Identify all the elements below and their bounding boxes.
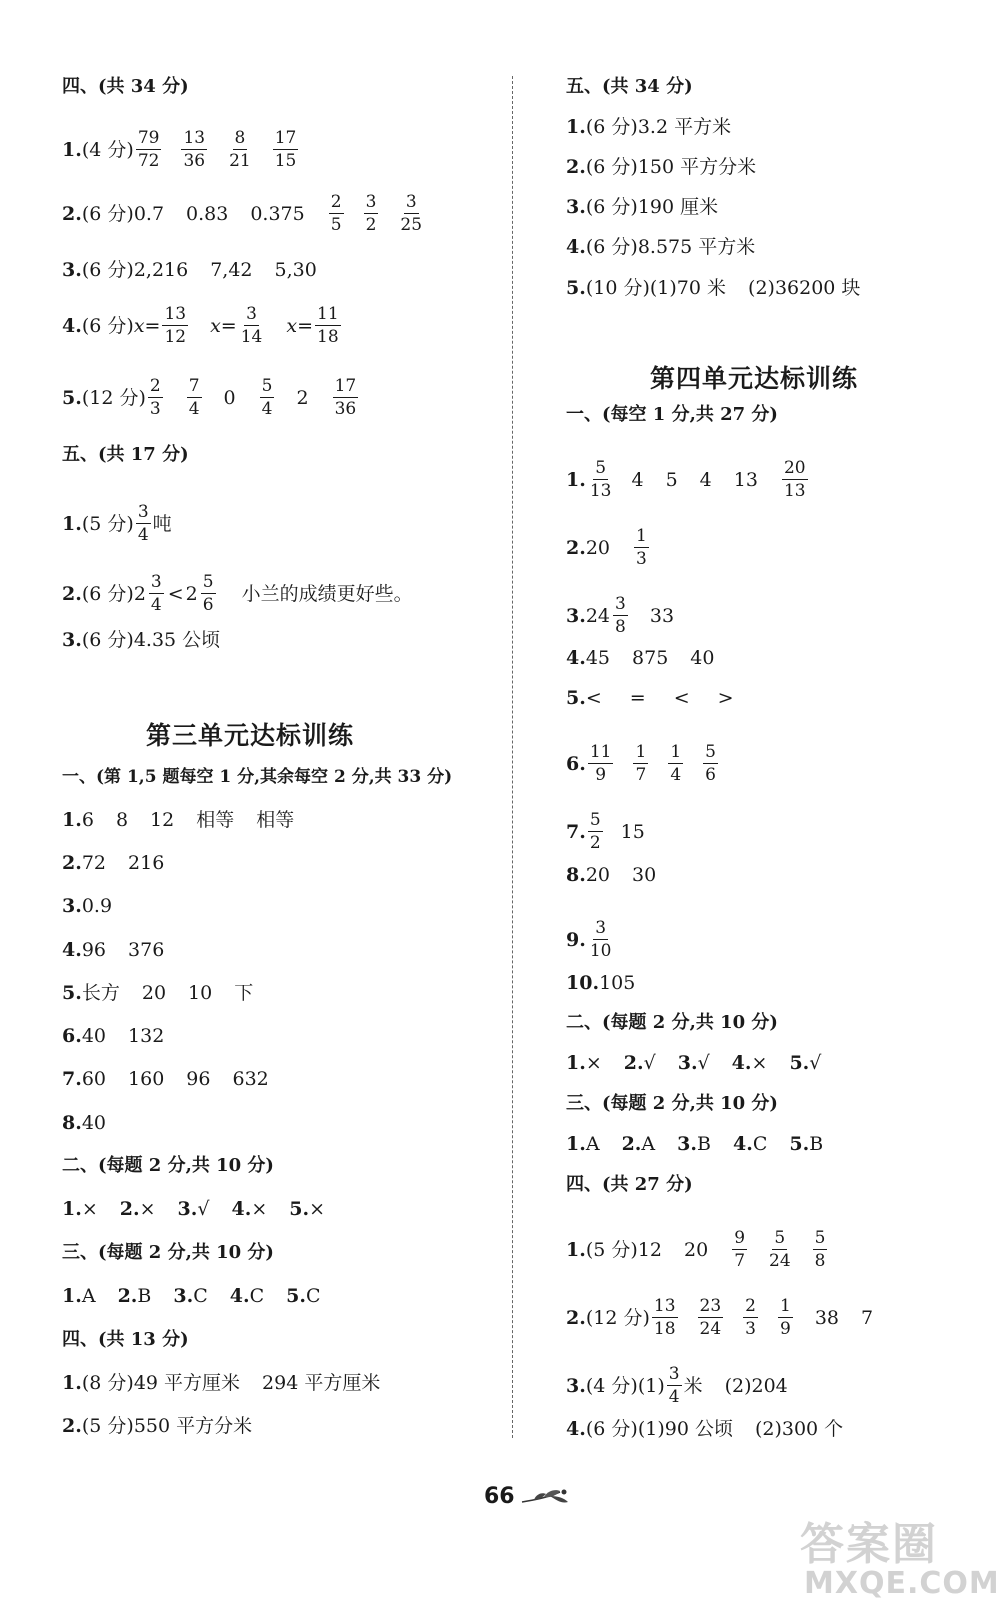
fraction: $\frac{5}{6}$ <box>202 572 214 615</box>
question-number: 4. <box>732 1133 753 1155</box>
answer-value: B <box>137 1285 152 1307</box>
equation-lhs: x= <box>210 314 237 337</box>
question-number: 1. <box>566 1238 586 1261</box>
answer-value: 6 <box>81 809 94 831</box>
watermark-text: 答案圈 <box>800 1519 938 1570</box>
answer-value: 3.2 平方米 <box>637 116 732 138</box>
whole-number: 24 <box>585 604 611 627</box>
score: (6 分) <box>81 582 134 605</box>
question-number: 1. <box>566 1133 586 1155</box>
answer-line <box>566 918 615 961</box>
question-number: 2. <box>119 1198 140 1220</box>
answer-value: 60 <box>81 1068 107 1090</box>
section-heading: 四、(共 27 分) <box>566 1174 693 1195</box>
answer-line <box>62 1068 269 1090</box>
question-number: 2. <box>117 1285 138 1307</box>
answer-value: C <box>752 1133 768 1155</box>
question-number: 1. <box>62 138 82 161</box>
answer-value: 550 平方分米 <box>133 1415 253 1437</box>
question-number: 2. <box>621 1133 642 1155</box>
score: (5 分) <box>81 512 134 535</box>
score: (6 分) <box>585 236 638 258</box>
fraction: $\frac{1}{7}$ <box>635 742 647 785</box>
answer-value: 0.375 <box>250 202 305 225</box>
answer-value: 160 <box>128 1068 165 1090</box>
fraction: $\frac{13}{18}$ <box>653 1296 676 1339</box>
answer-value: 下 <box>234 982 254 1004</box>
question-number: 3. <box>566 604 586 627</box>
question-number: 3. <box>677 1133 697 1155</box>
sub-part-label: (1) <box>637 1374 665 1397</box>
score: (8 分) <box>81 1372 134 1394</box>
answer-value: √ <box>697 1052 710 1074</box>
score: (12 分) <box>81 386 146 409</box>
question-number: 2. <box>62 852 82 874</box>
answer-value: 10 <box>188 982 213 1004</box>
fraction: $\frac{11}{18}$ <box>317 304 339 347</box>
answer-value: 49 平方厘米 <box>133 1372 241 1394</box>
answer-line <box>566 1296 873 1339</box>
fraction: $\frac{20}{13}$ <box>783 458 806 501</box>
answer-value: 20 <box>585 536 611 559</box>
question-number: 1. <box>566 1052 586 1074</box>
answer-value: 相等 <box>196 809 235 831</box>
answer-value: B <box>809 1133 824 1155</box>
question-number: 3. <box>62 895 82 917</box>
answer-value: √ <box>809 1052 822 1074</box>
fraction: $\frac{5}{6}$ <box>705 742 716 785</box>
equation-lhs: x= <box>286 314 314 337</box>
answer-value: × <box>139 1198 156 1220</box>
answer-value: (2)204 <box>724 1374 788 1397</box>
answer-value: 45 <box>585 647 611 669</box>
answer-line <box>566 864 656 886</box>
answer-value: 132 <box>128 1025 165 1047</box>
question-number: 1. <box>62 512 82 535</box>
answer-value: 96 <box>186 1068 211 1090</box>
question-number: 9. <box>566 928 586 951</box>
question-number: 5. <box>789 1133 810 1155</box>
question-number: 4. <box>229 1285 250 1307</box>
question-number: 5. <box>289 1198 310 1220</box>
answer-line <box>62 1198 325 1220</box>
fraction: $\frac{2}{3}$ <box>149 376 161 419</box>
answer-value: 8.575 平方米 <box>637 236 756 258</box>
fraction: $\frac{1}{3}$ <box>636 526 647 569</box>
answer-value: 7 <box>861 1306 874 1329</box>
answer-line <box>62 502 172 545</box>
answer-line <box>62 1025 164 1047</box>
unit: 米 <box>683 1374 703 1397</box>
answer-value: 30 <box>632 864 657 886</box>
answer-value: C <box>193 1285 208 1307</box>
answer-value: 7,42 <box>210 259 253 281</box>
question-number: 3. <box>173 1285 194 1307</box>
question-number: 4. <box>731 1052 752 1074</box>
question-number: 7. <box>62 1068 82 1090</box>
answer-value: (2)300 个 <box>754 1418 844 1440</box>
answer-line <box>62 1285 321 1307</box>
answer-value: √ <box>197 1198 210 1220</box>
fraction: $\frac{79}{72}$ <box>137 128 160 171</box>
answer-value: 12 <box>150 809 175 831</box>
answer-value: 2 <box>296 386 309 409</box>
question-number: 5. <box>789 1052 810 1074</box>
question-number: 3. <box>566 1374 586 1397</box>
answer-value: (1)90 公顷 <box>637 1418 733 1440</box>
fraction: $\frac{3}{14}$ <box>240 304 263 347</box>
fraction: $\frac{3}{25}$ <box>400 192 423 235</box>
watermark-url: MXQE.COM <box>804 1566 1000 1601</box>
answer-value: B <box>697 1133 711 1155</box>
question-number: 2. <box>566 1306 586 1329</box>
section-heading: 二、(每题 2 分,共 10 分) <box>62 1155 274 1176</box>
answer-value: 5,30 <box>274 259 317 281</box>
answer-value: 2,216 <box>133 259 189 281</box>
answer-value: 40 <box>81 1025 107 1047</box>
section-heading: 一、(每空 1 分,共 27 分) <box>566 404 778 425</box>
answer-value: 0 <box>223 386 236 409</box>
fraction: $\frac{2}{5}$ <box>330 192 342 235</box>
score: (6 分) <box>585 1418 638 1440</box>
fraction: $\frac{13}{36}$ <box>183 128 206 171</box>
question-number: 4. <box>566 647 586 669</box>
answer-value: A <box>81 1285 96 1307</box>
question-number: 2. <box>62 582 82 605</box>
answer-value: 4 <box>699 468 712 491</box>
answer-value: 216 <box>128 852 165 874</box>
question-number: 3. <box>62 629 82 651</box>
answer-line <box>566 526 651 569</box>
question-number: 2. <box>62 202 82 225</box>
unit-title: 第三单元达标训练 <box>146 721 355 750</box>
leaf-ornament-icon <box>520 1486 576 1510</box>
fraction: $\frac{23}{24}$ <box>699 1296 722 1339</box>
answer-value: (2)36200 块 <box>748 277 861 299</box>
question-number: 2. <box>62 1415 82 1437</box>
fraction: $\frac{8}{21}$ <box>229 128 251 171</box>
score: (6 分) <box>81 259 134 281</box>
score: (6 分) <box>81 202 134 225</box>
answer-line <box>62 895 112 917</box>
question-number: 3. <box>566 196 586 218</box>
answer-line <box>566 236 755 258</box>
answer-value: 875 <box>632 647 669 669</box>
section-heading: 三、(每题 2 分,共 10 分) <box>62 1242 274 1263</box>
answer-value: √ <box>643 1052 656 1074</box>
fraction: $\frac{5}{13}$ <box>589 458 612 501</box>
fraction: $\frac{9}{7}$ <box>734 1228 746 1271</box>
fraction: $\frac{17}{15}$ <box>274 128 297 171</box>
section-heading: 五、(共 17 分) <box>62 444 189 465</box>
fraction: $\frac{5}{4}$ <box>261 376 273 419</box>
answer-value: 376 <box>128 939 165 961</box>
answer-value: × <box>309 1198 326 1220</box>
answer-value: 20 <box>585 864 611 886</box>
answer-line <box>566 1418 843 1440</box>
score: (6 分) <box>81 314 134 337</box>
unit-title: 第四单元达标训练 <box>650 364 859 393</box>
answer-value: 33 <box>649 604 675 627</box>
answer-line <box>62 1415 252 1437</box>
question-number: 8. <box>62 1112 82 1134</box>
answer-line <box>62 259 317 281</box>
answer-line <box>566 647 714 669</box>
page-number: 66 <box>484 1484 515 1509</box>
score: (6 分) <box>585 196 638 218</box>
score: (10 分) <box>585 277 650 299</box>
answer-value: 8 <box>115 809 129 831</box>
question-number: 5. <box>62 982 82 1004</box>
answer-value: 40 <box>690 647 715 669</box>
answer-line <box>566 1052 821 1074</box>
answer-line <box>566 594 674 637</box>
score: (5 分) <box>81 1415 134 1437</box>
answer-line <box>62 1112 106 1134</box>
answer-line <box>566 1364 788 1407</box>
answer-text: 小兰的成绩更好些。 <box>241 582 413 605</box>
score: (6 分) <box>585 116 638 138</box>
answer-line <box>566 196 718 218</box>
answer-line <box>566 156 756 178</box>
answer-value: 105 <box>599 972 636 994</box>
unit: 吨 <box>152 512 172 535</box>
answer-value: C <box>306 1285 321 1307</box>
answer-value: 4 <box>631 468 644 491</box>
fraction: $\frac{3}{2}$ <box>365 192 377 235</box>
answer-line <box>62 982 253 1004</box>
question-number: 1. <box>62 1372 82 1394</box>
question-number: 7. <box>566 820 586 843</box>
answer-value: A <box>641 1133 656 1155</box>
answer-text: 4.35 公顷 <box>133 629 221 651</box>
answer-value: 0.7 <box>133 202 165 225</box>
answer-value: 0.83 <box>186 202 229 225</box>
answer-value: × <box>81 1198 98 1220</box>
section-heading: 二、(每题 2 分,共 10 分) <box>566 1012 778 1033</box>
answer-value: < <box>673 687 690 709</box>
fraction: $\frac{5}{24}$ <box>769 1228 791 1271</box>
answer-value: 5 <box>665 468 678 491</box>
answer-line <box>566 742 720 785</box>
answer-value: A <box>585 1133 600 1155</box>
answer-line <box>566 277 860 299</box>
answer-value: 294 平方厘米 <box>262 1372 381 1394</box>
question-number: 4. <box>62 939 82 961</box>
section-heading: 一、(第 1,5 题每空 1 分,其余每空 2 分,共 33 分) <box>62 767 453 787</box>
question-number: 3. <box>677 1052 698 1074</box>
question-number: 2. <box>623 1052 644 1074</box>
answer-value: 20 <box>141 982 167 1004</box>
answer-line <box>566 458 810 501</box>
answer-line <box>566 810 645 853</box>
question-number: 8. <box>566 864 586 886</box>
answer-value: 72 <box>81 852 107 874</box>
answer-line <box>566 687 734 709</box>
question-number: 1. <box>566 468 586 491</box>
answer-value: 38 <box>814 1306 840 1329</box>
answer-line <box>566 116 731 138</box>
question-number: 1. <box>62 1285 82 1307</box>
answer-value: 15 <box>620 820 645 843</box>
question-number: 2. <box>566 536 586 559</box>
question-number: 5. <box>286 1285 307 1307</box>
answer-value: C <box>249 1285 265 1307</box>
fraction: $\frac{13}{12}$ <box>164 304 187 347</box>
answer-value: 190 厘米 <box>637 196 719 218</box>
fraction: $\frac{11}{9}$ <box>589 742 612 785</box>
answer-line <box>62 809 294 831</box>
answer-value: = <box>629 687 646 709</box>
question-number: 4. <box>566 1418 586 1440</box>
whole-number: 2 <box>133 582 146 605</box>
answer-line <box>62 852 164 874</box>
answer-line <box>62 304 343 347</box>
answer-line <box>62 1372 380 1394</box>
answer-value: < <box>585 687 602 709</box>
fraction: $\frac{2}{3}$ <box>745 1296 756 1339</box>
comparison-sign: < <box>167 582 184 605</box>
fraction: $\frac{5}{2}$ <box>589 810 601 853</box>
question-number: 1. <box>62 1198 82 1220</box>
answer-value: 632 <box>232 1068 269 1090</box>
answer-value: 长方 <box>81 982 120 1004</box>
answer-value: 相等 <box>256 809 295 831</box>
answer-value: 0.9 <box>81 895 113 917</box>
question-number: 4. <box>62 314 82 337</box>
fraction: $\frac{3}{4}$ <box>668 1364 680 1407</box>
answer-value: (1)70 米 <box>649 277 727 299</box>
answer-line <box>62 572 413 615</box>
answer-value: × <box>251 1198 268 1220</box>
fraction: $\frac{3}{4}$ <box>150 572 162 615</box>
answer-line <box>62 939 164 961</box>
section-heading: 五、(共 34 分) <box>566 76 693 97</box>
answer-value: 40 <box>81 1112 107 1134</box>
section-heading: 四、(共 13 分) <box>62 1329 189 1350</box>
answer-line <box>62 629 220 651</box>
score: (4 分) <box>585 1374 638 1397</box>
question-number: 4. <box>566 236 586 258</box>
answer-value: > <box>717 687 734 709</box>
question-number: 4. <box>231 1198 252 1220</box>
question-number: 6. <box>62 1025 82 1047</box>
question-number: 3. <box>177 1198 198 1220</box>
section-heading: 三、(每题 2 分,共 10 分) <box>566 1093 778 1114</box>
question-number: 10. <box>566 972 600 994</box>
question-number: 2. <box>566 156 586 178</box>
question-number: 3. <box>62 259 82 281</box>
answer-value: 20 <box>684 1238 709 1261</box>
fraction: $\frac{1}{9}$ <box>780 1296 791 1339</box>
answer-line <box>62 192 426 235</box>
answer-line <box>62 128 300 171</box>
answer-line <box>566 1228 829 1271</box>
fraction: $\frac{3}{10}$ <box>589 918 612 961</box>
score: (4 分) <box>81 138 134 161</box>
watermark <box>800 1502 1000 1606</box>
score: (12 分) <box>585 1306 650 1329</box>
answer-value: × <box>751 1052 768 1074</box>
question-number: 5. <box>566 687 586 709</box>
question-number: 5. <box>62 386 82 409</box>
answer-line <box>62 376 360 419</box>
score: (6 分) <box>81 629 134 651</box>
whole-number: 2 <box>185 582 198 605</box>
score: (6 分) <box>585 156 638 178</box>
answer-line <box>566 972 635 994</box>
answer-value: 13 <box>733 468 758 491</box>
question-number: 1. <box>566 116 586 138</box>
fraction: $\frac{5}{8}$ <box>814 1228 826 1271</box>
score: (5 分) <box>585 1238 638 1261</box>
answer-value: 150 平方分米 <box>637 156 757 178</box>
answer-value: 96 <box>81 939 107 961</box>
answer-value: × <box>585 1052 602 1074</box>
equation-lhs: x= <box>133 314 161 337</box>
fraction: $\frac{17}{36}$ <box>334 376 357 419</box>
fraction: $\frac{1}{4}$ <box>670 742 682 785</box>
question-number: 1. <box>62 809 82 831</box>
question-number: 5. <box>566 277 586 299</box>
question-number: 6. <box>566 752 586 775</box>
answer-line <box>566 1133 823 1155</box>
column-divider <box>512 76 513 1438</box>
fraction: $\frac{7}{4}$ <box>188 376 200 419</box>
fraction: $\frac{3}{8}$ <box>615 594 626 637</box>
fraction: $\frac{3}{4}$ <box>137 502 149 545</box>
answer-value: 12 <box>637 1238 662 1261</box>
section-heading: 四、(共 34 分) <box>62 76 189 97</box>
